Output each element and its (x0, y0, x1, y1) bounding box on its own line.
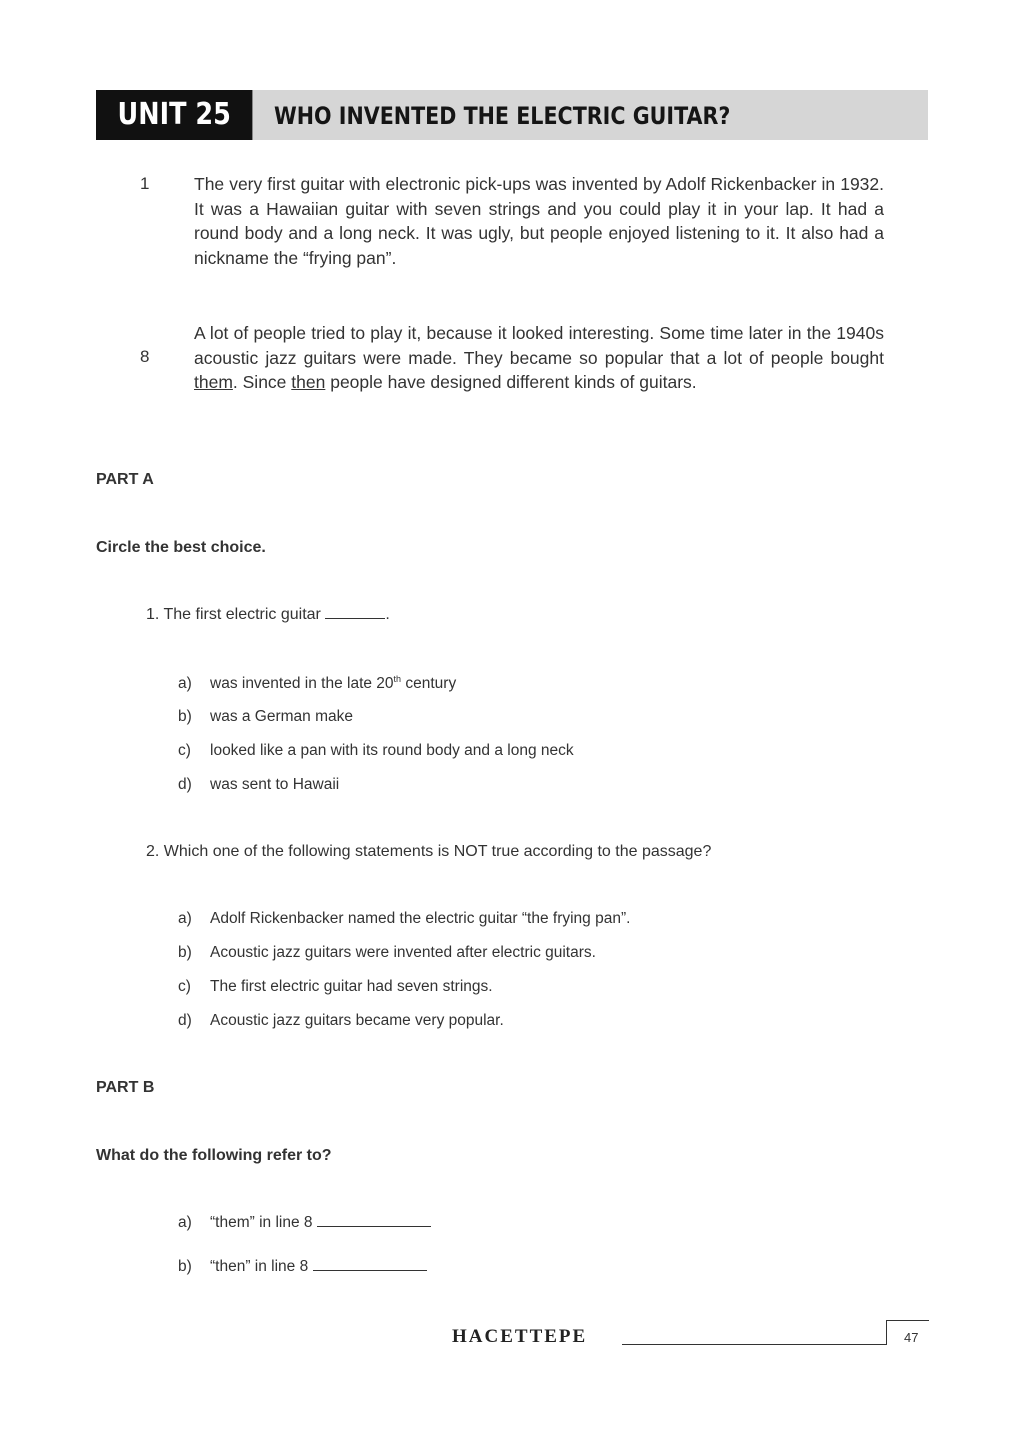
unit-label: UNIT 25 (96, 90, 252, 140)
question-1-text: 1. The first electric guitar (146, 606, 321, 623)
part-b-instruction: What do the following refer to? (96, 1147, 332, 1164)
part-a-label: PART A (96, 471, 154, 488)
paragraph-2-end: people have designed different kinds of guitars. (325, 372, 697, 393)
paragraph-2-start: A lot of people tried to play it, because it looked interesting. Some time later in the 1940s acoustic jazz guitars were made. They became so popular that a lot of people bought (194, 323, 884, 368)
unit-title: WHO INVENTED THE ELECTRIC GUITAR? (274, 102, 731, 130)
passage-paragraph-2 (194, 321, 884, 395)
unit-header (96, 90, 928, 140)
paragraph-2-mid: . Since (232, 372, 292, 393)
line-number-1: 1 (140, 174, 150, 193)
q2-option-c[interactable]: c) The first electric guitar had seven strings. (178, 978, 493, 995)
line-number-8: 8 (140, 347, 150, 366)
question-2: 2. Which one of the following statements is NOT true according to the passage? (146, 843, 712, 860)
q1-option-a[interactable]: a) was invented in the late 20th century (178, 674, 457, 693)
answer-blank[interactable] (325, 618, 385, 619)
q2-option-a[interactable]: a) Adolf Rickenbacker named the electric guitar “the frying pan”. (178, 910, 631, 927)
part-b-item-a: a) “them” in line 8 (178, 1214, 431, 1232)
q1-option-b[interactable]: b) was a German make (178, 708, 353, 725)
q2-option-b[interactable]: b) Acoustic jazz guitars were invented after electric guitars. (178, 944, 596, 961)
part-a-instruction: Circle the best choice. (96, 539, 266, 556)
part-b-item-b: b) “then” in line 8 (178, 1258, 427, 1276)
reference-word-them: them (194, 372, 233, 393)
footer-rule (622, 1344, 886, 1345)
question-1: 1. The first electric guitar . (146, 606, 390, 623)
q1-option-d[interactable]: d) was sent to Hawaii (178, 776, 340, 793)
q2-option-d[interactable]: d) Acoustic jazz guitars became very popular. (178, 1012, 504, 1029)
page-number: 47 (904, 1330, 919, 1345)
answer-blank-b[interactable] (313, 1270, 427, 1271)
answer-blank-a[interactable] (317, 1226, 431, 1227)
publisher-name: HACETTEPE (452, 1326, 588, 1347)
part-b-label: PART B (96, 1079, 155, 1096)
q1-option-c[interactable]: c) looked like a pan with its round body and a long neck (178, 742, 574, 759)
passage-paragraph-1: The very first guitar with electronic pick-ups was invented by Adolf Rickenbacker in 1932. It was a Hawaiian guitar with seven strings and you could play it in your lap. It had a round body and a long neck. It was ugly, but people enjoyed listening to it. It also had a nickname the “frying pan”. (194, 174, 884, 268)
reference-word-then: then (291, 372, 326, 393)
